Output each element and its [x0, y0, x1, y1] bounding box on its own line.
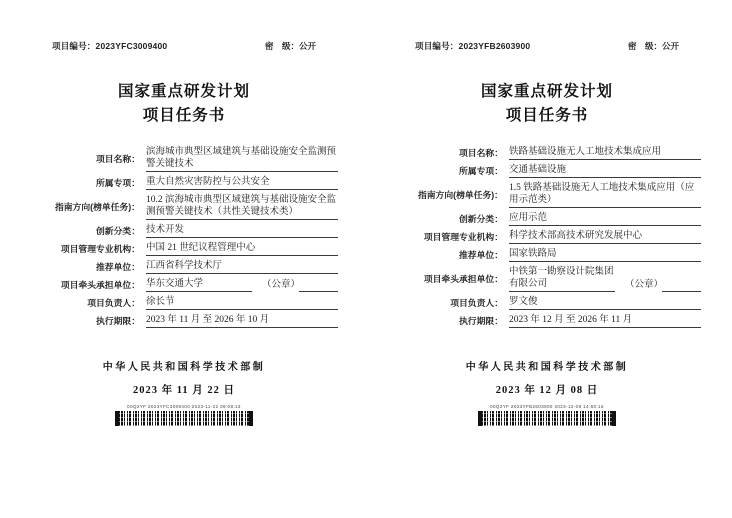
seal-label: （公章）: [262, 280, 301, 290]
page-header: [46, 41, 338, 52]
field-label: 创新分类：: [96, 226, 140, 236]
field-value: 江西省科学技术厅: [146, 260, 338, 274]
field-label: 推荐单位：: [96, 262, 140, 272]
barcode-bars: [115, 411, 253, 426]
field-value-seal-row: [509, 266, 701, 292]
field-row-management-agency: [46, 242, 338, 256]
field-row-project-leader: [46, 296, 338, 310]
field-row-innovation-type: [46, 224, 338, 238]
form-fields: [46, 146, 338, 328]
barcode-bars: [478, 411, 616, 426]
field-value: 中铁第一勘察设计院集团有限公司: [509, 266, 615, 292]
project-number-value: 2023YFC3009400: [95, 41, 168, 51]
title-line-2: 项目任务书: [505, 107, 589, 124]
field-label: 推荐单位：: [459, 250, 503, 260]
field-value: 10.2 滨海城市典型区域建筑与基础设施安全监测预警关键技术（共性关键技术类）: [146, 194, 338, 220]
field-row-management-agency: [409, 230, 701, 244]
field-row-recommending-unit: [409, 248, 701, 262]
field-value: 应用示范: [509, 212, 701, 226]
title-line-2: 项目任务书: [142, 107, 226, 124]
field-row-innovation-type: [409, 212, 701, 226]
field-label: 指南方向(榜单任务)：: [54, 202, 140, 212]
security-level: 密 级：公开: [264, 41, 316, 51]
seal-underline: [662, 279, 701, 292]
field-label: 所属专项：: [459, 166, 503, 176]
title-line-1: 国家重点研发计划: [480, 83, 613, 100]
field-label: 指南方向(榜单任务)：: [417, 190, 503, 200]
field-row-guide-direction: [46, 194, 338, 220]
seal-label: （公章）: [625, 280, 664, 290]
field-value: 技术开发: [146, 224, 338, 238]
issuer-line: 中华人民共和国科学技术部制: [465, 362, 629, 373]
title-line-1: 国家重点研发计划: [117, 83, 250, 100]
field-label: 执行期限：: [459, 316, 503, 326]
barcode-caption: 00Q2YF 2023YFC3009400 2023-11-22 09:08:13: [127, 404, 241, 409]
seal-underline: [299, 279, 338, 292]
page-footer: [46, 358, 322, 426]
field-row-execution-period: [409, 314, 701, 328]
field-label: 项目牵头承担单位：: [60, 280, 140, 290]
security-level: 密 级：公开: [627, 41, 679, 51]
field-row-execution-period: [46, 314, 338, 328]
field-value: 国家铁路局: [509, 248, 701, 262]
field-label: 项目管理专业机构：: [423, 232, 503, 242]
project-number: [52, 41, 167, 52]
field-row-lead-unit: [409, 266, 701, 292]
issuer-line: 中华人民共和国科学技术部制: [102, 362, 266, 373]
document-title: [46, 80, 322, 128]
page-header: [409, 41, 701, 52]
project-number: [415, 41, 530, 52]
field-value: 科学技术部高技术研究发展中心: [509, 230, 701, 244]
field-value: 重大自然灾害防控与公共安全: [146, 176, 338, 190]
field-row-special-project: [46, 176, 338, 190]
barcode: [46, 404, 322, 426]
field-label: 创新分类：: [459, 214, 503, 224]
field-value: 罗文俊: [509, 296, 701, 310]
field-value: 中国 21 世纪议程管理中心: [146, 242, 338, 256]
field-label: 执行期限：: [96, 316, 140, 326]
page-footer: [409, 358, 685, 426]
barcode-caption: 00Q2YF 2023YFB2603900 2023-12-08 14:50:16: [490, 404, 604, 409]
project-number-value: 2023YFB2603900: [458, 41, 531, 51]
field-value: 交通基础设施: [509, 164, 701, 178]
field-row-project-leader: [409, 296, 701, 310]
field-value: 1.5 铁路基础设施无人工地技术集成应用（应用示范类）: [509, 182, 701, 208]
field-label: 项目负责人：: [450, 298, 503, 308]
field-label: 项目负责人：: [87, 298, 140, 308]
form-fields: [409, 146, 701, 328]
issue-date: 2023 年 11 月 22 日: [132, 385, 236, 396]
field-row-guide-direction: [409, 182, 701, 208]
field-row-project-name: [46, 146, 338, 172]
document-page-left: [46, 41, 338, 426]
project-number-label: 项目编号：: [52, 41, 96, 51]
field-label: 所属专项：: [96, 178, 140, 188]
barcode: [409, 404, 685, 426]
document-page-right: [409, 41, 701, 426]
field-value: 徐长节: [146, 296, 338, 310]
field-row-recommending-unit: [46, 260, 338, 274]
field-row-special-project: [409, 164, 701, 178]
field-row-project-name: [409, 146, 701, 160]
field-label: 项目名称：: [459, 148, 503, 158]
field-value: 滨海城市典型区域建筑与基础设施安全监测预警关键技术: [146, 146, 338, 172]
issue-date: 2023 年 12 月 08 日: [495, 385, 599, 396]
field-value-seal-row: [146, 278, 338, 292]
document-title: [409, 80, 685, 128]
field-label: 项目管理专业机构：: [60, 244, 140, 254]
field-label: 项目名称：: [96, 154, 140, 164]
field-label: 项目牵头承担单位：: [423, 274, 503, 284]
field-value: 2023 年 12 月 至 2026 年 11 月: [509, 314, 701, 328]
field-value: 铁路基础设施无人工地技术集成应用: [509, 146, 701, 160]
field-row-lead-unit: [46, 278, 338, 292]
project-number-label: 项目编号：: [415, 41, 459, 51]
field-value: 2023 年 11 月 至 2026 年 10 月: [146, 314, 338, 328]
field-value: 华东交通大学: [146, 278, 252, 292]
